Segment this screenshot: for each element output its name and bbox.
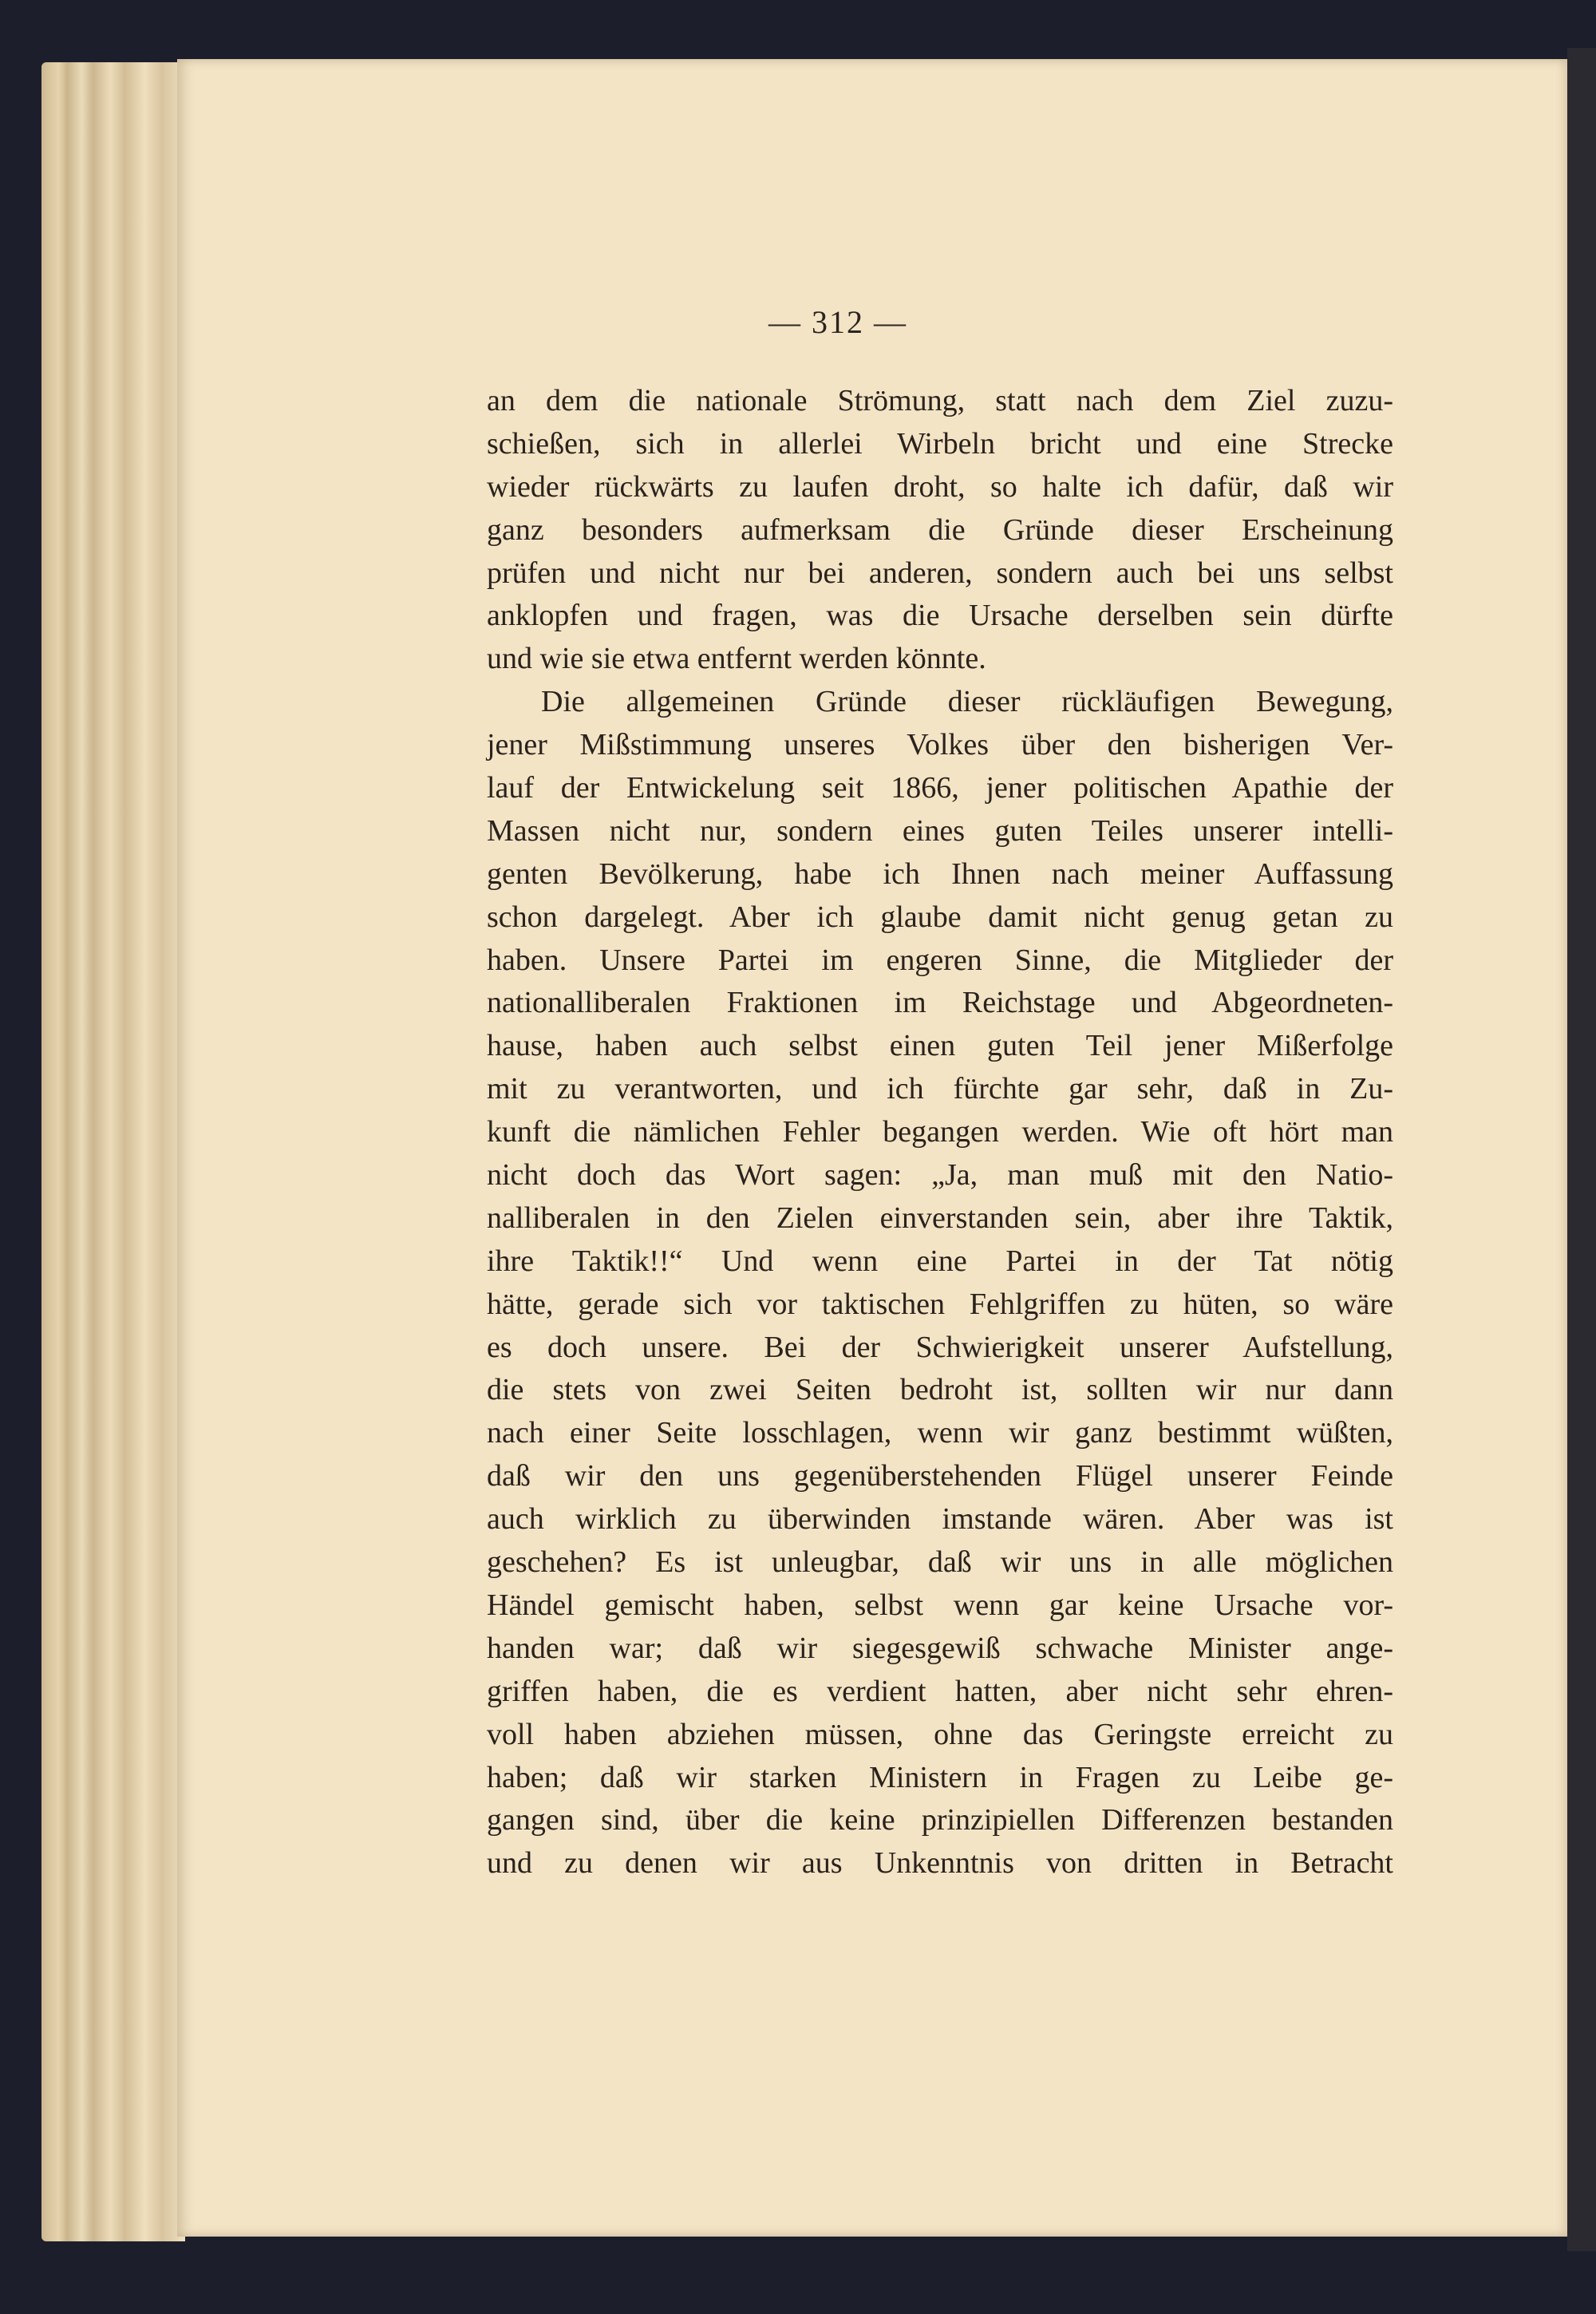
text-line-row bbox=[487, 552, 1393, 595]
text-line-row bbox=[487, 509, 1393, 552]
page-number: — 312 — bbox=[768, 304, 907, 340]
text-line-row bbox=[487, 1240, 1393, 1284]
text-line: griffen haben, die es verdient hatten, aber nicht sehr ehren- bbox=[487, 1674, 1393, 1708]
text-line-row bbox=[487, 595, 1393, 638]
text-line: geschehen? Es ist unleugbar, daß wir uns in alle möglichen bbox=[487, 1545, 1393, 1580]
text-line: es doch unsere. Bei der Schwierigkeit unserer Aufstellung, bbox=[487, 1330, 1393, 1364]
text-line: nicht doch das Wort sagen: „Ja, man muß mit den Natio- bbox=[487, 1158, 1393, 1193]
text-line: und wie sie etwa entfernt werden könnte. bbox=[487, 642, 986, 676]
text-line: genten Bevölkerung, habe ich Ihnen nach meiner Auffassung bbox=[487, 856, 1393, 891]
text-line: Die allgemeinen Gründe dieser rückläufigen Bewegung, bbox=[541, 685, 1393, 719]
text-line: hätte, gerade sich vor taktischen Fehlgriffen zu hüten, so wäre bbox=[487, 1287, 1393, 1321]
text-line: wieder rückwärts zu laufen droht, so halte ich dafür, daß wir bbox=[487, 469, 1393, 504]
text-line: auch wirklich zu überwinden imstande wären. Aber was ist bbox=[487, 1502, 1393, 1537]
text-line: hause, haben auch selbst einen guten Teil jener Mißerfolge bbox=[487, 1029, 1393, 1063]
text-line-row bbox=[487, 853, 1393, 896]
text-line-row bbox=[487, 1455, 1393, 1498]
text-line-row bbox=[487, 1799, 1393, 1842]
text-line-row bbox=[487, 724, 1393, 767]
text-line-row bbox=[487, 1068, 1393, 1111]
text-line: anklopfen und fragen, was die Ursache derselben sein dürfte bbox=[487, 599, 1393, 633]
text-line-row bbox=[487, 1842, 1393, 1885]
text-line-row bbox=[487, 466, 1393, 509]
text-line: und zu denen wir aus Unkenntnis von dritten in Betracht bbox=[487, 1846, 1393, 1881]
text-line: an dem die nationale Strömung, statt nach dem Ziel zuzu- bbox=[487, 384, 1393, 417]
text-line: kunft die nämlichen Fehler begangen werden. Wie oft hört man bbox=[487, 1115, 1393, 1149]
text-line-row bbox=[487, 1628, 1393, 1671]
text-line-row bbox=[487, 1498, 1393, 1541]
text-line-row bbox=[487, 939, 1393, 983]
text-line: haben; daß wir starken Ministern in Fragen zu Leibe ge- bbox=[487, 1760, 1393, 1794]
text-line-row bbox=[487, 767, 1393, 810]
text-line-row bbox=[487, 896, 1393, 939]
text-line: jener Mißstimmung unseres Volkes über den bisherigen Ver- bbox=[487, 728, 1393, 762]
text-line-row bbox=[487, 1714, 1393, 1757]
text-line-row bbox=[487, 810, 1393, 853]
text-line: voll haben abziehen müssen, ohne das Geringste erreicht zu bbox=[487, 1717, 1393, 1751]
text-line: schon dargelegt. Aber ich glaube damit nicht genug getan zu bbox=[487, 900, 1393, 934]
text-line: nach einer Seite losschlagen, wenn wir ganz bestimmt wüßten, bbox=[487, 1416, 1393, 1450]
text-line-row bbox=[487, 380, 1393, 423]
text-line-row bbox=[487, 1111, 1393, 1154]
text-line: schießen, sich in allerlei Wirbeln bricht und eine Strecke bbox=[487, 426, 1393, 461]
text-line-row bbox=[487, 638, 1393, 681]
text-line-row bbox=[487, 1584, 1393, 1628]
body-text bbox=[487, 380, 1393, 1885]
text-line: ihre Taktik!!“ Und wenn eine Partei in der Tat nötig bbox=[487, 1244, 1393, 1278]
text-line: prüfen und nicht nur bei anderen, sondern auch bei uns selbst bbox=[487, 556, 1393, 590]
text-line-row bbox=[487, 681, 1393, 724]
text-line: handen war; daß wir siegesgewiß schwache Minister ange- bbox=[487, 1631, 1393, 1665]
text-line-row bbox=[487, 1025, 1393, 1068]
text-line: nalliberalen in den Zielen einverstanden sein, aber ihre Taktik, bbox=[487, 1201, 1393, 1235]
text-line-row bbox=[487, 1757, 1393, 1800]
page-edges-stack bbox=[41, 62, 185, 2241]
text-line: nationalliberalen Fraktionen im Reichstage und Abgeordneten- bbox=[487, 986, 1393, 1020]
scan-border bbox=[1567, 48, 1596, 2251]
text-line-row bbox=[487, 1154, 1393, 1197]
text-line-row bbox=[487, 982, 1393, 1025]
text-line: lauf der Entwickelung seit 1866, jener politischen Apathie der bbox=[487, 771, 1393, 805]
text-line-row bbox=[487, 1671, 1393, 1714]
text-line: die stets von zwei Seiten bedroht ist, sollten wir nur dann bbox=[487, 1373, 1393, 1407]
text-line-row bbox=[487, 1369, 1393, 1412]
text-line-row bbox=[487, 423, 1393, 466]
text-line-row bbox=[487, 1284, 1393, 1327]
text-line-row bbox=[487, 1327, 1393, 1370]
text-line: Massen nicht nur, sondern eines guten Teiles unserer intelli- bbox=[487, 813, 1393, 848]
text-line: gangen sind, über die keine prinzipiellen Differenzen bestanden bbox=[487, 1803, 1393, 1837]
text-line: haben. Unsere Partei im engeren Sinne, die Mitglieder der bbox=[487, 943, 1393, 977]
text-line: daß wir den uns gegenüberstehenden Flügel unserer Feinde bbox=[487, 1459, 1393, 1493]
text-line: Händel gemischt haben, selbst wenn gar keine Ursache vor- bbox=[487, 1588, 1393, 1622]
text-line-row bbox=[487, 1412, 1393, 1455]
text-line-row bbox=[487, 1197, 1393, 1240]
text-line-row bbox=[487, 1541, 1393, 1584]
text-line: mit zu verantworten, und ich fürchte gar sehr, daß in Zu- bbox=[487, 1072, 1393, 1106]
text-line: ganz besonders aufmerksam die Gründe dieser Erscheinung bbox=[487, 512, 1393, 547]
